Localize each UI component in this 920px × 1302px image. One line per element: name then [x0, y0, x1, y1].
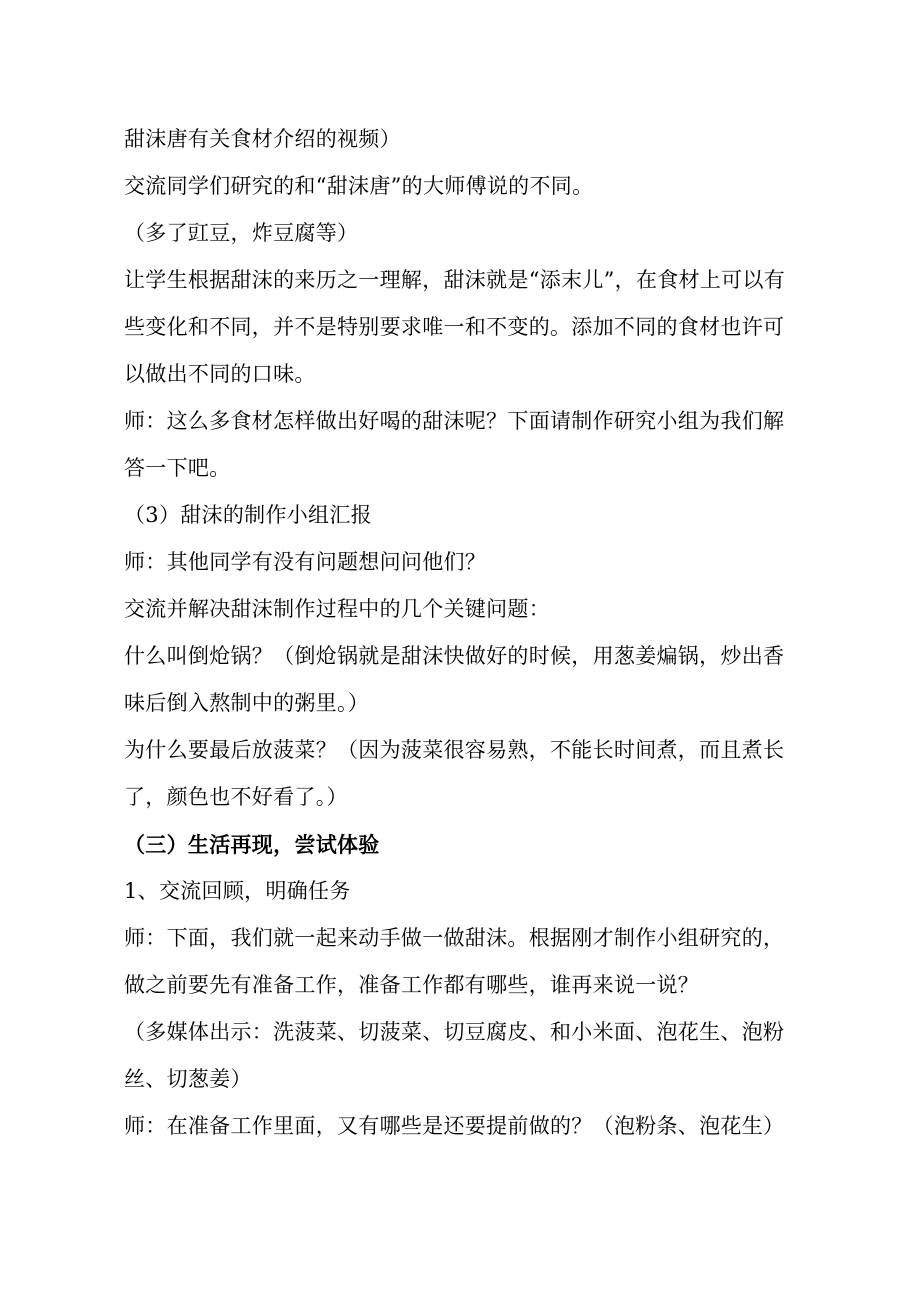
text-line: 师：在准备工作里面，又有哪些是还要提前做的？（泡粉条、泡花生）: [124, 1114, 785, 1138]
text-line: 甜沫唐有关食材介绍的视频）: [124, 127, 401, 151]
text-line: 味后倒入熬制中的粥里。）: [124, 691, 370, 715]
text-line: 师：下面，我们就一起来动手做一做甜沫。根据刚才制作小组研究的，: [124, 926, 785, 950]
text-line: 让学生根据甜沫的来历之一理解，甜沫就是“添末儿”，在食材上可以有: [124, 268, 786, 292]
text-line: 答一下吧。: [124, 456, 231, 480]
text-line: 师：这么多食材怎样做出好喝的甜沫呢？下面请制作研究小组为我们解: [124, 409, 785, 433]
text-line: 为什么要最后放菠菜？（因为菠菜很容易熟，不能长时间煮，而且煮长: [124, 738, 785, 762]
text-line: （多了豇豆，炸豆腐等）: [124, 221, 359, 245]
text-line: 什么叫倒炝锅？（倒炝锅就是甜沫快做好的时候，用葱姜煸锅，炒出香: [124, 644, 785, 668]
text-line: （3）甜沫的制作小组汇报: [124, 503, 372, 527]
text-line: 1、交流回顾，明确任务: [124, 879, 351, 903]
document-body: [124, 116, 804, 1150]
text-line: 些变化和不同，并不是特别要求唯一和不变的。添加不同的食材也许可: [124, 315, 785, 339]
text-line: 交流同学们研究的和“甜沫唐”的大师傅说的不同。: [124, 174, 594, 198]
text-line: 交流并解决甜沫制作过程中的几个关键问题：: [124, 597, 550, 621]
text-line: 师：其他同学有没有问题想问问他们？: [124, 550, 487, 574]
section-heading: （三）生活再现，尝试体验: [124, 832, 380, 857]
text-line: 以做出不同的口味。: [124, 362, 316, 386]
text-line: （多媒体出示：洗菠菜、切菠菜、切豆腐皮、和小米面、泡花生、泡粉: [124, 1020, 785, 1044]
text-line: 做之前要先有准备工作，准备工作都有哪些，谁再来说一说？: [124, 973, 700, 997]
text-line: 丝、切葱姜）: [124, 1067, 252, 1091]
text-line: 了，颜色也不好看了。）: [124, 785, 348, 809]
